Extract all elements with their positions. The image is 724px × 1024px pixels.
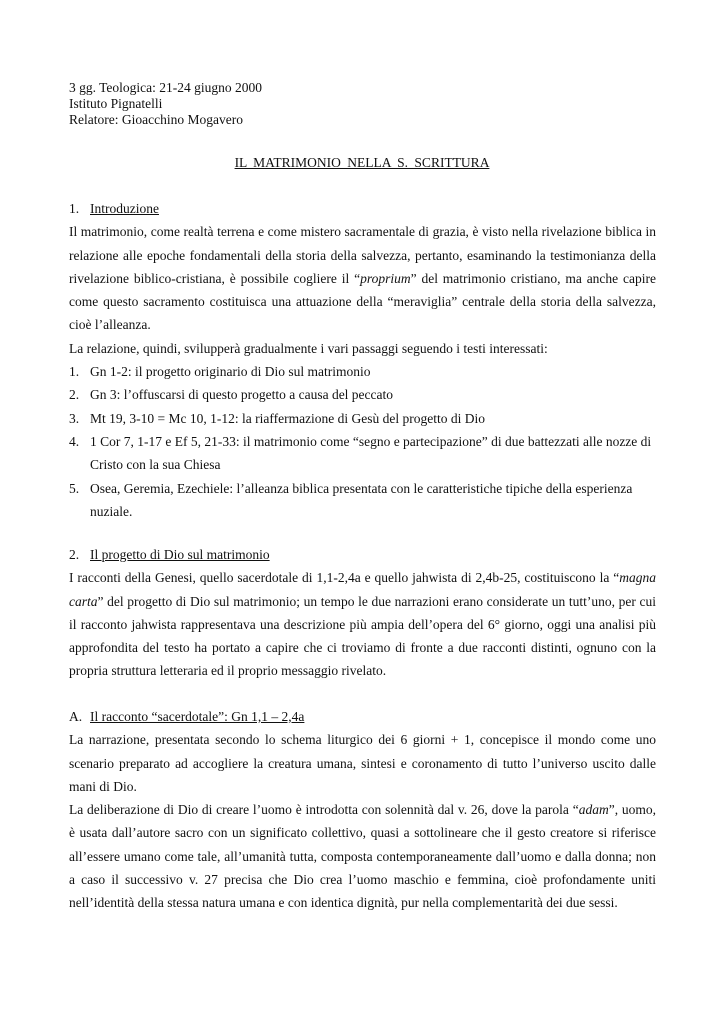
- list-item: [69, 383, 656, 406]
- section-number: A.: [69, 709, 83, 724]
- list-item-text: Gn 3: l’offuscarsi di questo progetto a causa del peccato: [90, 387, 394, 403]
- paragraph: [69, 566, 656, 682]
- list-item-text: Gn 1-2: il progetto originario di Dio sul matrimonio: [90, 364, 371, 380]
- text-run: ” del progetto di Dio sul matrimonio; un tempo le due narrazioni erano considerate un tutt’uno, per cui il racconto jahwista rappresentava una descrizione più ampia dell’opera del 6° giorno, oggi una analisi più approfondita del testo ha portato a capire che ci troviamo di fronte a due racconti distinti, ognuno con la propria struttura letteraria ed il proprio messaggio rivelato.: [69, 593, 656, 679]
- header-event-line: 3 gg. Teologica: 21-24 giugno 2000: [69, 80, 263, 95]
- list-item: [69, 477, 656, 524]
- header-speaker-line: Relatore: Gioacchino Mogavero: [69, 112, 243, 127]
- document-header: [69, 80, 262, 128]
- section-heading: [69, 705, 656, 728]
- emphasis-text: proprium: [360, 270, 411, 286]
- list-item: [69, 407, 656, 430]
- text-run: La deliberazione di Dio di creare l’uomo è introdotta con solennità dal v. 26, dove la parola “: [69, 802, 579, 818]
- list-number: 3.: [69, 410, 80, 426]
- list-item-text: Osea, Geremia, Ezechiele: l’alleanza biblica presentata con le caratteristiche tipiche della esperienza nuziale.: [90, 480, 633, 519]
- list-number: 1.: [69, 364, 80, 380]
- text-run: ”, uomo, è usata dall’autore sacro con un significato collettivo, quasi a sottolineare che il gesto creatore si riferisce all’essere umano come tale, all’umanità tutta, composta contemporaneamente dall’uomo e dalla donna; non a caso il successivo v. 27 precisa che Dio crea l’uomo maschio e femmina, cioè profondamente uniti nell’identità della stessa natura umana e con identica dignità, pur nella complementarità dei due sessi.: [69, 802, 656, 911]
- paragraph: [69, 220, 656, 336]
- list-number: 5.: [69, 480, 80, 496]
- paragraph: [69, 798, 656, 914]
- text-run: I racconti della Genesi, quello sacerdotale di 1,1-2,4a e quello jahwista di 2,4b-25, costituiscono la “: [69, 570, 620, 586]
- paragraph: La narrazione, presentata secondo lo schema liturgico dei 6 giorni + 1, concepisce il mondo come uno scenario preparato ad accogliere la creatura umana, sintesi e coronamento di tutto l’universo uscito dalle mani di Dio.: [69, 732, 656, 794]
- list-item-text: Mt 19, 3-10 = Mc 10, 1-12: la riaffermazione di Gesù del progetto di Dio: [90, 410, 486, 426]
- section-number: 1.: [69, 201, 80, 216]
- section-title: Il progetto di Dio sul matrimonio: [90, 547, 270, 562]
- header-institute-line: Istituto Pignatelli: [69, 96, 163, 111]
- paragraph: La relazione, quindi, svilupperà gradualmente i vari passaggi seguendo i testi interessati:: [69, 340, 548, 356]
- section-heading: [69, 197, 656, 220]
- text-run: ” del matrimonio cristiano, ma anche capire come questo sacramento costituisca una attuazione della “meraviglia” centrale della storia della salvezza, cioè l’alleanza.: [69, 270, 656, 333]
- list-number: 4.: [69, 433, 80, 449]
- list-item: [69, 360, 656, 383]
- section-heading: [69, 543, 656, 566]
- section-title: Introduzione: [90, 201, 159, 216]
- section-racconto-sacerdotale: [69, 705, 656, 915]
- emphasis-text: magna carta: [69, 570, 656, 609]
- list-item-text: 1 Cor 7, 1-17 e Ef 5, 21-33: il matrimonio come “segno e partecipazione” di due battezzati alle nozze di Cristo con la sua Chiesa: [90, 433, 652, 473]
- section-title: Il racconto “sacerdotale”: Gn 1,1 – 2,4a: [90, 709, 305, 724]
- list-number: 2.: [69, 387, 80, 403]
- section-introduzione: [69, 197, 656, 523]
- emphasis-text: adam: [578, 802, 609, 818]
- document-title: IL MATRIMONIO NELLA S. SCRITTURA: [234, 155, 490, 170]
- text-list: [69, 360, 656, 523]
- text-run: Il matrimonio, come realtà terrena e come mistero sacramentale di grazia, è visto nella rivelazione biblica in relazione alle epoche fondamentali della storia della salvezza, pertanto, esaminando la testimonianza della rivelazione biblico-cristiana, è possibile cogliere il “: [69, 224, 656, 286]
- section-number: 2.: [69, 547, 80, 562]
- section-progetto: [69, 543, 656, 683]
- list-item: [69, 430, 656, 477]
